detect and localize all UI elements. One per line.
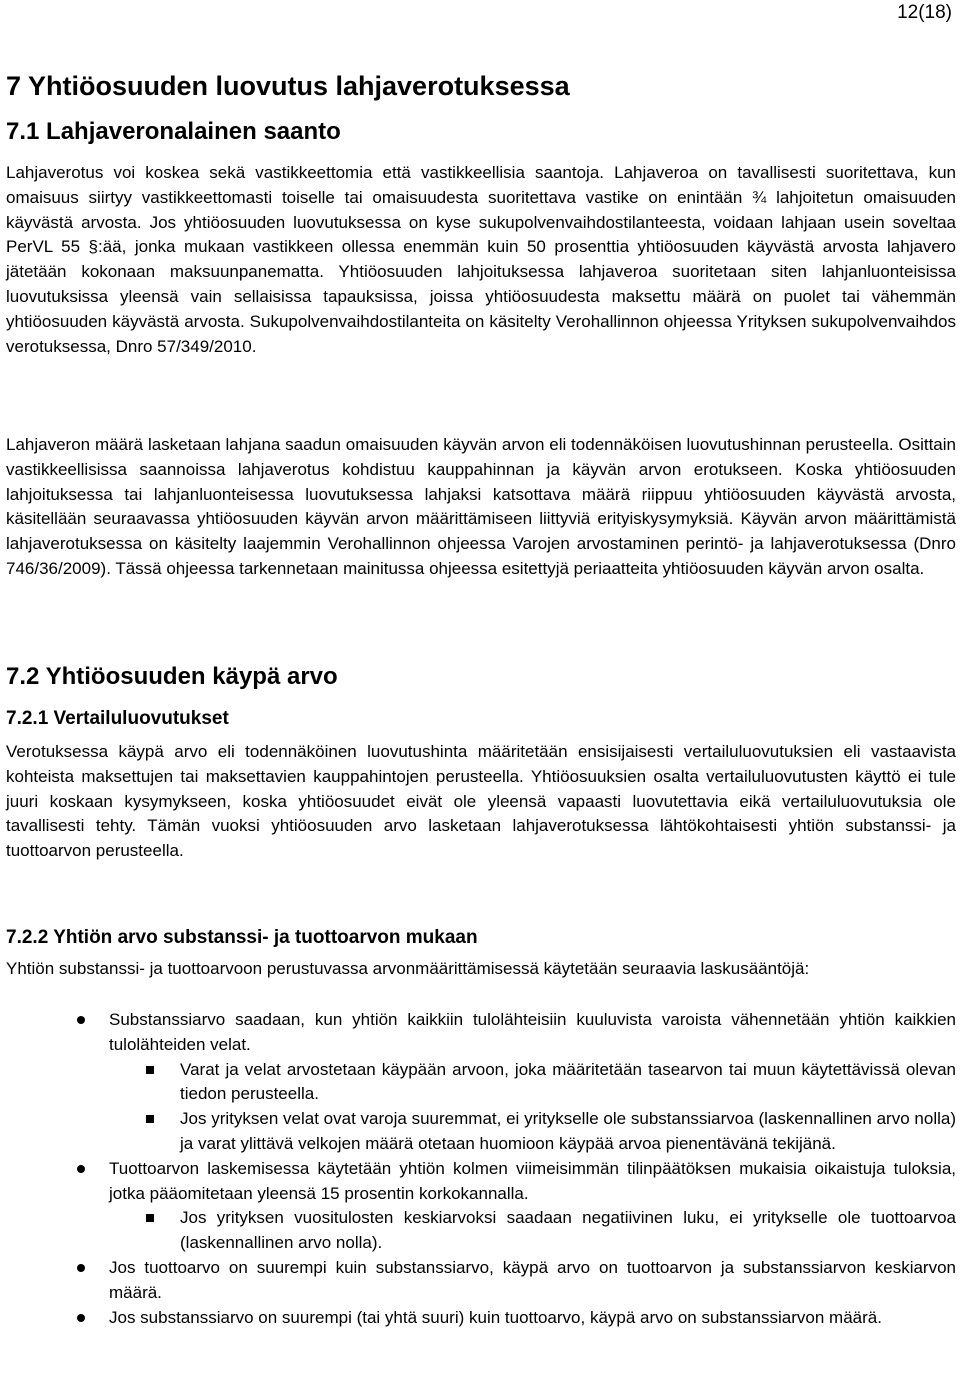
paragraph-comparison-transfers: Verotuksessa käypä arvo eli todennäköinen luovutushinta määritetään ensisijaisesti vertailuluovutuksien eli vastaavista kohteista maksettujen tai maksettavien kauppahintojen perusteella. Yhtiöosuuksien osalta vertailuluovutusten käyttö ei tule juuri koskaan kysymykseen, koska yhtiöosuudet eivät ole yleensä vapaasti luovutettavia eikä vertailuluovutuksia ole tavallisesti tehty. Tämän vuoksi yhtiöosuuden arvo lasketaan lahjaverotuksessa lähtökohtaisesti yhtiön substanssi- ja tuottoarvon perusteella.: [6, 742, 956, 861]
list-item: [6, 1157, 956, 1256]
paragraph-gift-tax-amount: Lahjaveron määrä lasketaan lahjana saadun omaisuuden käyvän arvon eli todennäköisen luovutushinnan perusteella. Osittain vastikkeellisissa saannoissa lahjaverotus kohdistuu kauppahinnan ja käyvän arvon erotukseen. Koska yhtiöosuuden lahjoituksessa tai lahjanluonteisessa luovutuksessa lahjaksi katsottava määrä riippuu yhtiöosuuden käyvästä arvosta, käsitellään seuraavassa yhtiöosuuden käyvän arvon määrittämiseen liittyviä erityiskysymyksiä. Käyvän arvon määrittämistä lahjaverotuksessa on käsitelty laajemmin Verohallinnon ohjeessa Varojen arvostaminen perintö- ja lahjaverotuksessa (Dnro 746/36/2009). Tässä ohjeessa tarkennetaan mainitussa ohjeessa esitettyjä periaatteita yhtiöosuuden käyvän arvon osalta.: [6, 435, 956, 578]
sub-list-item-text: Jos yrityksen vuositulosten keskiarvoksi saadaan negatiivinen luku, ei yritykselle ole tuottoarvoa (laskennallinen arvo nolla).: [180, 1208, 956, 1253]
section-heading-7-2-2: 7.2.2 Yhtiön arvo substanssi- ja tuottoarvon mukaan: [6, 927, 478, 948]
bullet-icon: [77, 1016, 85, 1024]
bullet-icon: [77, 1264, 85, 1272]
list-item-text: Jos substanssiarvo on suurempi (tai yhtä suuri) kuin tuottoarvo, käypä arvo on substanssiarvon määrä.: [109, 1307, 882, 1327]
sub-list-item: [109, 1058, 956, 1108]
bullet-icon: [77, 1314, 85, 1322]
page-number: 12(18): [897, 2, 952, 23]
list-item: [6, 1306, 956, 1331]
list-item: [6, 1008, 956, 1157]
list-item: [6, 1256, 956, 1306]
section-heading-7-1: 7.1 Lahjaveronalainen saanto: [6, 118, 341, 145]
square-bullet-icon: [146, 1214, 154, 1222]
paragraph-calculation-rules-intro: Yhtiön substanssi- ja tuottoarvoon perustuvassa arvonmäärittämisessä käytetään seuraavia laskusääntöjä:: [6, 959, 810, 978]
sub-list: [109, 1058, 956, 1157]
section-heading-7-2: 7.2 Yhtiöosuuden käypä arvo: [6, 663, 338, 690]
calculation-rules-list: [6, 1008, 956, 1330]
sub-list: [109, 1206, 956, 1256]
section-heading-7: 7 Yhtiöosuuden luovutus lahjaverotuksessa: [6, 71, 570, 101]
square-bullet-icon: [146, 1066, 154, 1074]
sub-list-item-text: Varat ja velat arvostetaan käypään arvoon, joka määritetään tasearvon tai muun käytettävissä olevan tiedon perusteella.: [180, 1059, 956, 1104]
bullet-icon: [77, 1165, 85, 1173]
paragraph-gift-tax-acquisition: Lahjaverotus voi koskea sekä vastikkeettomia että vastikkeellisia saantoja. Lahjaveroa on tavallisesti suoritettava, kun omaisuus siirtyy vastikkeettomasti toiselle tai omaisuudesta suoritettava vastike on enintään ¾ lahjoitetun omaisuuden käyvästä arvosta. Jos yhtiöosuuden luovutuksessa on kyse sukupolvenvaihdostilanteesta, voidaan lahjaan usein soveltaa PerVL 55 §:ää, jonka mukaan vastikkeen ollessa enemmän kuin 50 prosenttia yhtiöosuuden käyvästä arvosta lahjavero jätetään kokonaan maksuunpanematta. Yhtiöosuuden lahjoituksessa lahjaveroa suoritetaan siten lahjanluonteisissa luovutuksissa yleensä vain sellaisissa tapauksissa, joissa yhtiöosuudesta maksettu määrä on puolet tai vähemmän yhtiöosuuden käyvästä arvosta. Sukupolvenvaihdostilanteita on käsitelty Verohallinnon ohjeessa Yrityksen sukupolvenvaihdos verotuksessa, Dnro 57/349/2010.: [6, 163, 956, 356]
list-item-text: Substanssiarvo saadaan, kun yhtiön kaikkiin tulolähteisiin kuuluvista varoista vähennetään yhtiön kaikkien tulolähteiden velat.: [109, 1010, 956, 1054]
section-heading-7-2-1: 7.2.1 Vertailuluovutukset: [6, 708, 229, 729]
list-item-text: Jos tuottoarvo on suurempi kuin substanssiarvo, käypä arvo on tuottoarvon ja substanssiarvon keskiarvon määrä.: [109, 1257, 956, 1302]
square-bullet-icon: [146, 1115, 154, 1123]
sub-list-item-text: Jos yrityksen velat ovat varoja suuremmat, ei yritykselle ole substanssiarvoa (laskennallinen arvo nolla) ja varat ylittävä velkojen määrä otetaan huomioon käypää arvoa pienentävänä tekijänä.: [180, 1109, 956, 1153]
sub-list-item: [109, 1107, 956, 1157]
sub-list-item: [109, 1206, 956, 1256]
list-item-text: Tuottoarvon laskemisessa käytetään yhtiön kolmen viimeisimmän tilinpäätöksen mukaisia oikaistuja tuloksia, jotka pääomitetaan yleensä 15 prosentin korkokannalla.: [109, 1158, 956, 1203]
